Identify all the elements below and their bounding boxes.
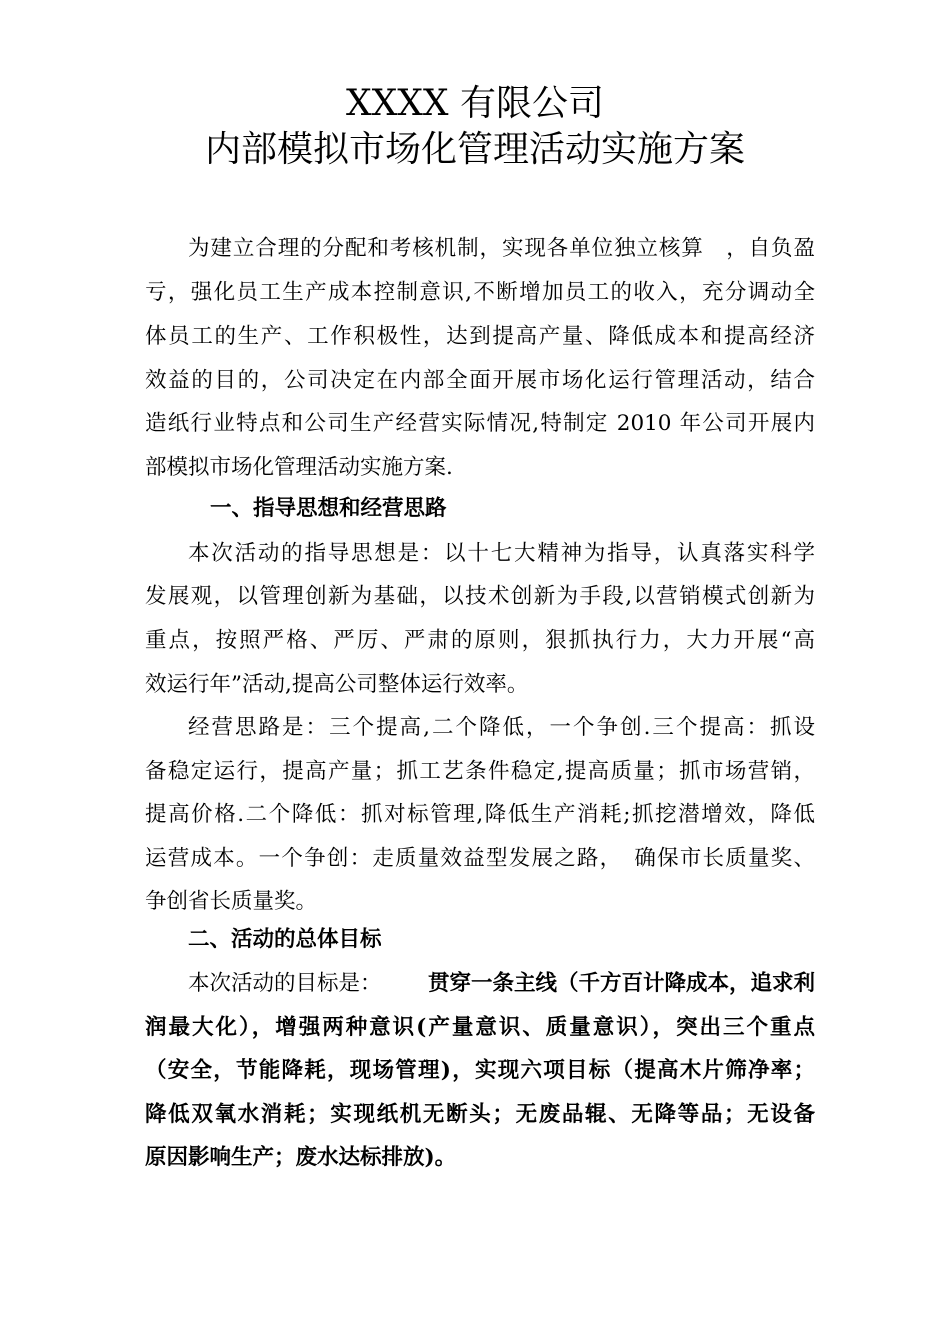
section2-lead: 本次活动的目标是：: [188, 971, 382, 996]
intro-line: 造纸行业特点和公司生产经营实际情况,特制定 2010 年公司开展内: [145, 411, 815, 436]
section1-para2-line: 备稳定运行，提高产量；抓工艺条件稳定,提高质量；抓市场营销，: [145, 759, 815, 784]
section2-bold-line: （安全，节能降耗，现场管理)，实现六项目标（提高木片筛净率；: [145, 1058, 815, 1083]
doc-title-plan: 内部模拟市场化管理活动实施方案: [204, 129, 745, 170]
section2-first-line: [188, 969, 815, 999]
intro-line: 部模拟市场化管理活动实施方案.: [145, 455, 453, 480]
section2-bold-line: 降低双氧水消耗；实现纸机无断头；无废品辊、无降等品；无设备: [145, 1102, 815, 1127]
section1-para2-line: 争创省长质量奖。: [145, 889, 318, 914]
section1-para1-line: 本次活动的指导思想是：以十七大精神为指导，认真落实科学: [188, 541, 815, 566]
section1-para2-line: 运营成本。一个争创：走质量效益型发展之路， 确保市长质量奖、: [145, 846, 815, 871]
intro-line: 亏，强化员工生产成本控制意识,不断增加员工的收入，充分调动全: [145, 280, 815, 305]
section-heading: 一、指导思想和经营思路: [210, 496, 447, 521]
intro-line: 体员工的生产、工作积极性，达到提高产量、降低成本和提高经济: [145, 324, 815, 349]
section1-para2-line: 提高价格.二个降低：抓对标管理,降低生产消耗;抓挖潜增效，降低: [145, 802, 815, 827]
section-heading: 二、活动的总体目标: [188, 927, 382, 952]
section2-bold-line: 润最大化），增强两种意识(产量意识、质量意识），突出三个重点: [145, 1015, 815, 1040]
intro-line: 效益的目的，公司决定在内部全面开展市场化运行管理活动，结合: [145, 368, 815, 393]
section1-para1-line: 重点，按照严格、严厉、严肃的原则，狠抓执行力，大力开展“高: [145, 628, 815, 653]
intro-line: 为建立合理的分配和考核机制，实现各单位独立核算 ，自负盈: [188, 236, 815, 261]
section2-bold-line: 原因影响生产；废水达标排放)。: [145, 1145, 457, 1170]
section1-para2-line: 经营思路是：三个提高,二个降低，一个争创.三个提高：抓设: [188, 715, 815, 740]
section1-para1-line: 发展观，以管理创新为基础，以技术创新为手段,以营销模式创新为: [145, 584, 815, 609]
section2-bold-text: 贯穿一条主线（千方百计降成本，追求利: [427, 971, 815, 996]
doc-title-company: XXXX 有限公司: [346, 83, 604, 124]
section1-para1-line: 效运行年”活动,提高公司整体运行效率。: [145, 672, 529, 697]
